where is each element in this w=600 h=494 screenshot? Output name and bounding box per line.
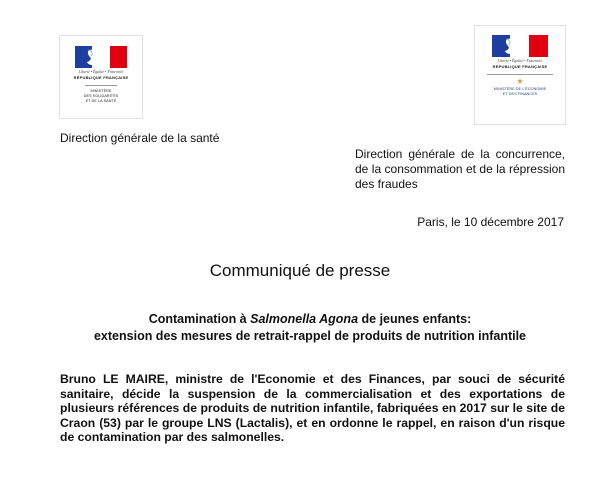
date-line: Paris, le 10 décembre 2017 bbox=[417, 215, 564, 229]
press-release-heading: Communiqué de presse bbox=[209, 261, 391, 280]
title-line-2: extension des mesures de retrait-rappel de produits de nutrition infantile bbox=[93, 329, 527, 343]
direction-dgccrf: Direction générale de la concurrence, de la consommation et de la répression des fraudes bbox=[355, 147, 565, 191]
ministry-name: MINISTÈRE DE L'ÉCONOMIE ET DES FINANCES bbox=[493, 87, 547, 96]
ministry-economy-logo bbox=[474, 25, 566, 125]
motto: Liberté • Égalité • Fraternité bbox=[78, 70, 124, 74]
marianne-flag-icon bbox=[492, 35, 548, 57]
motto: Liberté • Égalité • Fraternité bbox=[497, 59, 543, 63]
ministry-health-logo bbox=[59, 35, 143, 119]
direction-health: Direction générale de la santé bbox=[60, 131, 220, 145]
star-icon bbox=[517, 78, 523, 84]
republic-label: RÉPUBLIQUE FRANÇAISE bbox=[492, 64, 548, 69]
republic-label: RÉPUBLIQUE FRANÇAISE bbox=[73, 75, 129, 80]
marianne-flag-icon bbox=[75, 46, 127, 68]
divider bbox=[487, 74, 553, 75]
release-title bbox=[0, 311, 600, 345]
ministry-name: MINISTÈRE DES SOLIDARITÉS ET DE LA SANTÉ bbox=[83, 89, 119, 103]
release-body: Bruno LE MAIRE, ministre de l'Economie et des Finances, par souci de sécurité sanitaire, décide la suspension de la commercialisation et des exportations de plusieurs références de produits de nutrition infantile, fabriquées en 2017 sur le site de Craon (53) par le groupe LNS (Lactalis), et en ordonne le rappel, en raison d'un risque de contamination par des salmonelles. bbox=[60, 372, 565, 444]
pathogen-name: Salmonella Agona bbox=[250, 312, 359, 326]
title-line-1: Contamination à Salmonella Agona de jeunes enfants: bbox=[148, 312, 472, 326]
divider bbox=[85, 85, 117, 86]
